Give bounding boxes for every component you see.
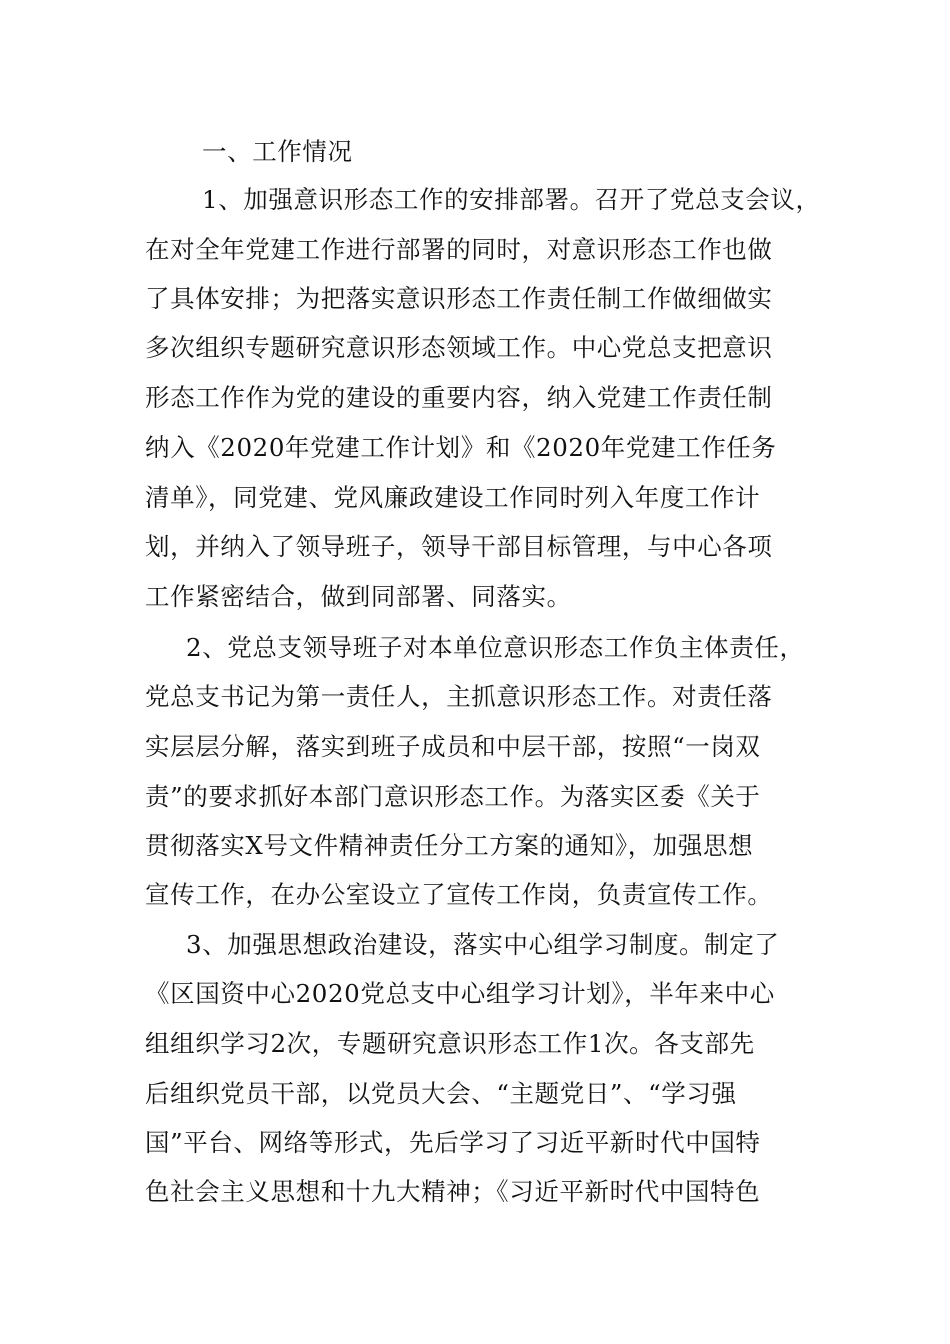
paragraph-3-line-4: 后组织党员干部，以党员大会、“主题党日”、“学习强 bbox=[145, 1079, 737, 1108]
paragraph-2-line-5: 贯彻落实X号文件精神责任分工方案的通知》，加强思想 bbox=[145, 831, 754, 860]
paragraph-3-line-3: 组组织学习2次，专题研究意识形态工作1次。各支部先 bbox=[145, 1029, 755, 1058]
paragraph-1-line-9: 工作紧密结合，做到同部署、同落实。 bbox=[145, 582, 572, 611]
paragraph-2-line-1: 2、党总支领导班子对本单位意识形态工作负主体责任， bbox=[186, 633, 805, 662]
paragraph-2-line-2: 党总支书记为第一责任人，主抓意识形态工作。对责任落 bbox=[145, 682, 773, 711]
paragraph-1-line-6: 纳入《2020年党建工作计划》和《2020年党建工作任务 bbox=[145, 433, 777, 462]
paragraph-1-line-8: 划，并纳入了领导班子，领导干部目标管理，与中心各项 bbox=[145, 532, 773, 561]
paragraph-1-line-2: 在对全年党建工作进行部署的同时，对意识形态工作也做 bbox=[145, 235, 773, 264]
paragraph-1-line-5: 形态工作作为党的建设的重要内容，纳入党建工作责任制 bbox=[145, 383, 773, 412]
paragraph-3-line-5: 国”平台、网络等形式，先后学习了习近平新时代中国特 bbox=[145, 1128, 761, 1157]
paragraph-2-line-4: 责”的要求抓好本部门意识形态工作。为落实区委《关于 bbox=[145, 782, 761, 811]
section-heading: 一、工作情况 bbox=[202, 137, 353, 166]
paragraph-1-line-3: 了具体安排；为把落实意识形态工作责任制工作做细做实 bbox=[145, 284, 773, 313]
paragraph-1-line-7: 清单》，同党建、党风廉政建设工作同时列入年度工作计 bbox=[145, 483, 761, 512]
paragraph-3-line-6: 色社会主义思想和十九大精神；《习近平新时代中国特色 bbox=[145, 1177, 761, 1206]
paragraph-3-line-1: 3、加强思想政治建设，落实中心组学习制度。制定了 bbox=[186, 930, 780, 959]
paragraph-2-line-6: 宣传工作，在办公室设立了宣传工作岗，负责宣传工作。 bbox=[145, 880, 773, 909]
paragraph-1-line-4: 多次组织专题研究意识形态领域工作。中心党总支把意识 bbox=[145, 333, 773, 362]
paragraph-1-line-1: 1、加强意识形态工作的安排部署。召开了党总支会议， bbox=[202, 185, 821, 214]
paragraph-3-line-2: 《区国资中心2020党总支中心组学习计划》，半年来中心 bbox=[145, 979, 775, 1008]
paragraph-2-line-3: 实层层分解，落实到班子成员和中层干部，按照“一岗双 bbox=[145, 732, 761, 761]
